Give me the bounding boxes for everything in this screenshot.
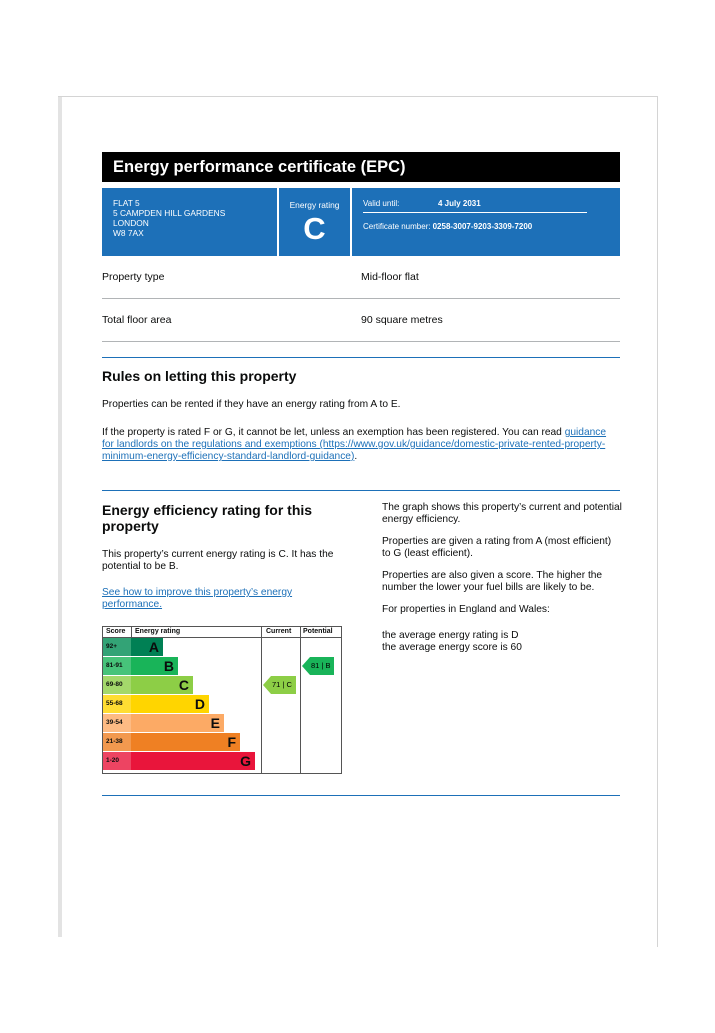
energy-rating-label: Energy rating: [289, 200, 340, 210]
marker-arrow-tip: [302, 657, 310, 675]
score-column-header: Score: [106, 628, 126, 635]
band-bar: A: [131, 638, 163, 656]
address-line: LONDON: [113, 218, 149, 228]
floor-area-label: Total floor area: [102, 314, 172, 326]
rating-column-header: Energy rating: [135, 628, 181, 635]
validity-block: [352, 188, 620, 256]
column-divider: [261, 627, 262, 773]
graph-explanation: The graph shows this property’s current and potential energy efficiency.: [382, 502, 622, 525]
floor-area-row: [102, 299, 620, 342]
summary-panel: [102, 188, 620, 256]
band-bar: B: [131, 657, 178, 675]
page-title: Energy performance certificate (EPC): [102, 152, 620, 182]
average-score: the average energy score is 60: [382, 642, 522, 653]
rating-block: [279, 188, 350, 256]
rating-explanation: Properties are given a rating from A (most efficient) to G (least efficient).: [382, 536, 612, 559]
band-score-range: 21-38: [103, 733, 131, 751]
property-type-value: Mid-floor flat: [361, 271, 419, 283]
band-bar: E: [131, 714, 224, 732]
current-rating-text: This property’s current energy rating is C. It has the potential to be B.: [102, 549, 334, 572]
address-line: 5 CAMPDEN HILL GARDENS: [113, 208, 226, 218]
band-score-range: 81-91: [103, 657, 131, 675]
address-line: FLAT 5: [113, 198, 140, 208]
section-divider: [102, 490, 620, 491]
address-block: [102, 188, 277, 256]
certificate-number-label: Certificate number:: [363, 222, 431, 231]
epc-content: [102, 152, 622, 769]
energy-rating-letter: C: [303, 211, 326, 246]
page-edge: [58, 97, 62, 937]
property-type-label: Property type: [102, 271, 165, 283]
energy-rating-chart: [102, 626, 342, 774]
address-line: W8 7AX: [113, 228, 144, 238]
band-score-range: 1-20: [103, 752, 131, 770]
certificate-number-value: 0258-3007-9203-3309-7200: [432, 222, 533, 231]
section-divider: [102, 795, 620, 796]
current-column-header: Current: [266, 628, 292, 635]
efficiency-right-column: [382, 502, 622, 654]
valid-until-label: Valid until:: [363, 199, 400, 208]
column-divider: [131, 627, 132, 638]
exemption-text-end: .: [354, 451, 358, 462]
certificate-number-row: [363, 222, 620, 231]
chart-header: [103, 627, 341, 638]
floor-area-value: 90 square metres: [361, 314, 443, 326]
score-explanation: Properties are also given a score. The higher the number the lower your fuel bills are likely to be.: [382, 570, 603, 593]
efficiency-left-column: [102, 502, 347, 769]
letting-rules-text: Properties can be rented if they have an energy rating from A to E.: [102, 399, 401, 410]
improve-energy-link[interactable]: See how to improve this property’s energy performance.: [102, 587, 293, 610]
marker-label: 81 | B: [310, 657, 334, 675]
band-score-range: 55-68: [103, 695, 131, 713]
valid-until-row: [363, 199, 587, 213]
letting-rules-section: [102, 368, 620, 463]
region-note: For properties in England and Wales:: [382, 604, 550, 615]
efficiency-heading: Energy efficiency rating for this property: [102, 502, 313, 534]
band-score-range: 69-80: [103, 676, 131, 694]
band-bar: D: [131, 695, 209, 713]
column-divider: [300, 627, 301, 773]
letting-exemption-text: [102, 427, 620, 463]
band-score-range: 92+: [103, 638, 131, 656]
exemption-text: If the property is rated F or G, it cannot be let, unless an exemption has been registered. You can read: [102, 427, 565, 438]
potential-column-header: Potential: [303, 628, 333, 635]
band-score-range: 39-54: [103, 714, 131, 732]
average-rating: the average energy rating is D: [382, 630, 519, 641]
section-divider: [102, 357, 620, 358]
landlord-guidance-link[interactable]: guidance for landlords on the regulations and exemptions (https://www.gov.uk/guidance/domestic-private-rented-property-minimum-energy-efficiency-standard-landlord-guidance): [102, 427, 607, 462]
band-bar: G: [131, 752, 255, 770]
marker-arrow-tip: [263, 676, 271, 694]
band-bar: C: [131, 676, 193, 694]
valid-until-value: 4 July 2031: [438, 199, 481, 208]
letting-rules-heading: Rules on letting this property: [102, 368, 297, 384]
marker-label: 71 | C: [271, 676, 296, 694]
property-type-row: [102, 256, 620, 299]
band-bar: F: [131, 733, 240, 751]
